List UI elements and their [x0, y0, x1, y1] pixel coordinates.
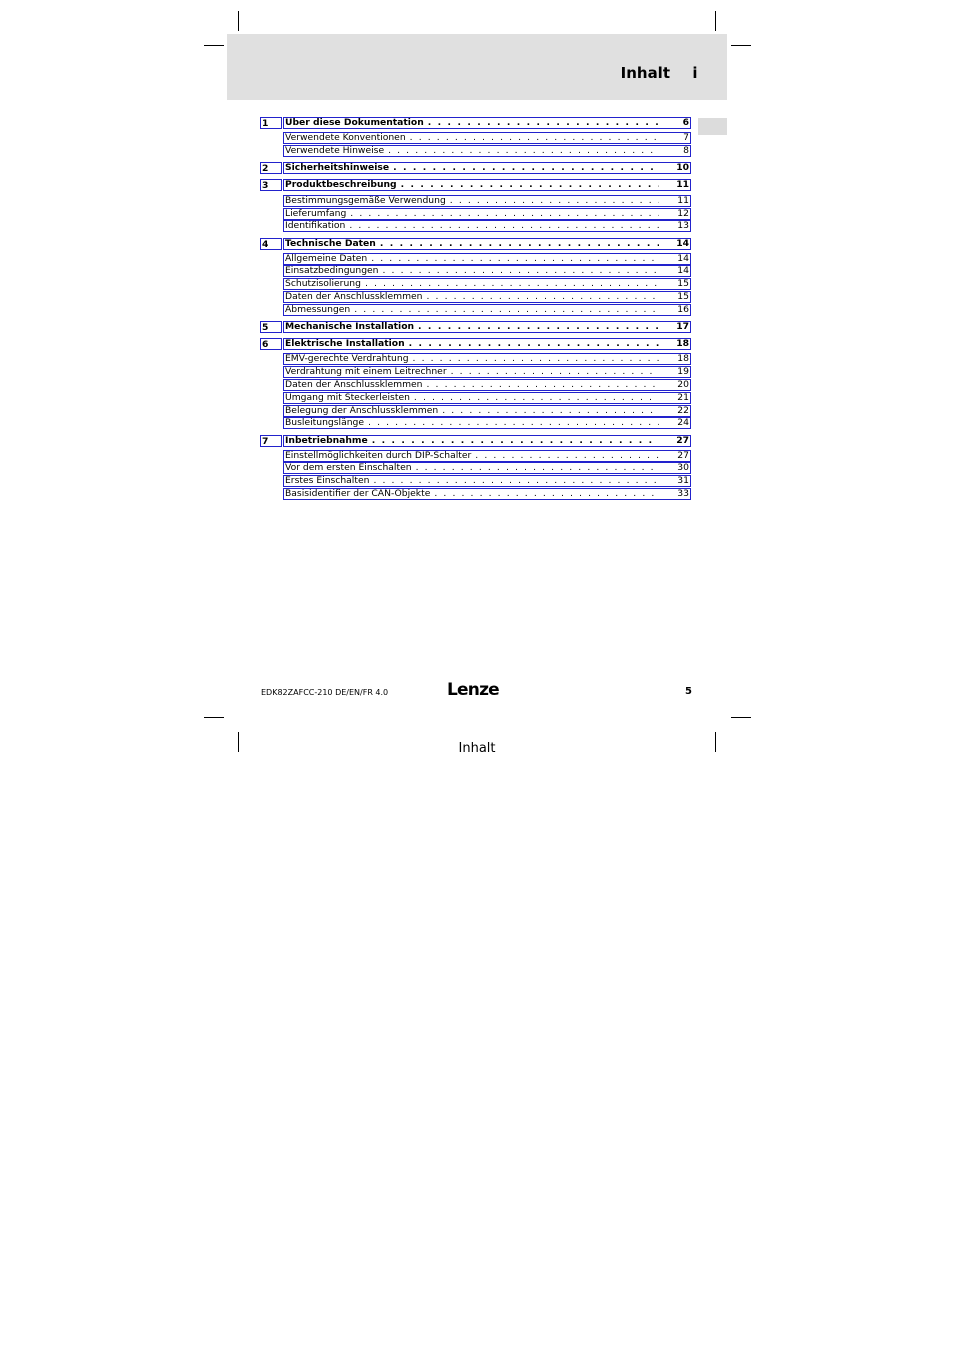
toc-entry-label: Verdrahtung mit einem Leitrechner	[285, 366, 447, 377]
toc-dot-leader	[401, 179, 659, 191]
toc-entry-link[interactable]	[283, 145, 691, 157]
toc-entry-link[interactable]	[283, 132, 691, 144]
toc-entry-link[interactable]	[283, 417, 691, 429]
toc-page-number: 19	[677, 366, 689, 377]
toc-page-number: 16	[677, 304, 689, 315]
toc-entry-link[interactable]	[283, 291, 691, 303]
toc-entry-link[interactable]	[283, 488, 691, 500]
crop-mark	[204, 717, 224, 718]
toc-entry-label: Inbetriebnahme	[285, 435, 368, 446]
document-code: EDK82ZAFCC-210 DE/EN/FR 4.0	[261, 688, 389, 697]
toc-entry-label: Identifikation	[285, 220, 346, 231]
toc-dot-leader	[418, 321, 659, 333]
toc-dot-leader	[368, 417, 659, 429]
toc-dot-leader	[373, 475, 659, 487]
toc-page-number: 24	[677, 417, 689, 428]
toc-dot-leader	[434, 488, 659, 500]
toc-entry-label: Busleitungslänge	[285, 417, 365, 428]
toc-dot-leader	[371, 253, 659, 265]
toc-dot-leader	[409, 338, 659, 350]
toc-entry-link[interactable]	[283, 195, 691, 207]
toc-page-number: 13	[677, 220, 689, 231]
toc-entry-label: Belegung der Anschlussklemmen	[285, 405, 439, 416]
toc-entry-label: Vor dem ersten Einschalten	[285, 462, 412, 473]
toc-entry-link[interactable]	[283, 405, 691, 417]
toc-page-number: 15	[677, 291, 689, 302]
toc-dot-leader	[350, 208, 659, 220]
toc-entry-link[interactable]	[283, 450, 691, 462]
toc-page-number: 17	[676, 321, 689, 332]
toc-entry-link[interactable]	[283, 253, 691, 265]
crop-mark	[715, 732, 716, 752]
toc-entry-link[interactable]	[283, 208, 691, 220]
toc-dot-leader	[413, 353, 659, 365]
crop-mark	[238, 732, 239, 752]
toc-entry-link[interactable]	[283, 475, 691, 487]
toc-dot-leader	[354, 304, 659, 316]
lenze-logo: Lenze	[447, 680, 499, 700]
toc-dot-leader	[365, 278, 659, 290]
toc-dot-leader	[410, 132, 659, 144]
toc-dot-leader	[372, 435, 659, 447]
toc-dot-leader	[428, 117, 659, 129]
toc-dot-leader	[450, 195, 659, 207]
toc-chapter-number[interactable]: 6	[260, 338, 282, 350]
toc-entry-link[interactable]	[283, 117, 691, 129]
toc-dot-leader	[427, 379, 659, 391]
toc-entry-link[interactable]	[283, 321, 691, 333]
toc-page-number: 15	[677, 278, 689, 289]
toc-page-number: 12	[677, 208, 689, 219]
toc-entry-label: Daten der Anschlussklemmen	[285, 379, 423, 390]
toc-chapter-number[interactable]: 3	[260, 179, 282, 191]
toc-chapter-number[interactable]: 2	[260, 162, 282, 174]
toc-entry-link[interactable]	[283, 278, 691, 290]
toc-entry-label: Elektrische Installation	[285, 338, 405, 349]
toc-entry-link[interactable]	[283, 304, 691, 316]
toc-page-number: 6	[682, 117, 689, 128]
toc-page-number: 7	[683, 132, 689, 143]
toc-dot-leader	[393, 162, 659, 174]
toc-page-number: 30	[677, 462, 689, 473]
toc-page-number: 21	[677, 392, 689, 403]
toc-page-number: 14	[677, 253, 689, 264]
toc-entry-label: EMV-gerechte Verdrahtung	[285, 353, 409, 364]
toc-entry-label: Verwendete Konventionen	[285, 132, 406, 143]
toc-entry-label: Lieferumfang	[285, 208, 347, 219]
toc-page-number: 27	[676, 435, 689, 446]
toc-dot-leader	[427, 291, 659, 303]
toc-entry-label: Abmessungen	[285, 304, 351, 315]
toc-entry-link[interactable]	[283, 353, 691, 365]
toc-page-number: 33	[677, 488, 689, 499]
toc-dot-leader	[380, 238, 659, 250]
toc-dot-leader	[414, 392, 659, 404]
toc-entry-label: Über diese Dokumentation	[285, 117, 424, 128]
toc-entry-link[interactable]	[283, 265, 691, 277]
toc-page-number: 20	[677, 379, 689, 390]
toc-entry-label: Schutzisolierung	[285, 278, 361, 289]
toc-entry-label: Mechanische Installation	[285, 321, 415, 332]
toc-chapter-number[interactable]: 5	[260, 321, 282, 333]
toc-entry-label: Produktbeschreibung	[285, 179, 397, 190]
toc-dot-leader	[383, 265, 660, 277]
toc-entry-link[interactable]	[283, 379, 691, 391]
info-icon: i	[692, 64, 698, 82]
toc-page-number: 22	[677, 405, 689, 416]
toc-page-number: 10	[676, 162, 689, 173]
page-number: 5	[685, 686, 692, 697]
table-of-contents	[0, 0, 954, 520]
toc-dot-leader	[451, 366, 659, 378]
toc-page-number: 18	[676, 338, 689, 349]
toc-entry-link[interactable]	[283, 179, 691, 191]
toc-entry-label: Technische Daten	[285, 238, 376, 249]
toc-dot-leader	[442, 405, 659, 417]
toc-page-number: 14	[677, 265, 689, 276]
caption: Inhalt	[458, 741, 496, 756]
crop-mark	[731, 717, 751, 718]
toc-entry-label: Daten der Anschlussklemmen	[285, 291, 423, 302]
toc-page-number: 27	[677, 450, 689, 461]
toc-dot-leader	[416, 462, 659, 474]
toc-entry-link[interactable]	[283, 392, 691, 404]
toc-dot-leader	[388, 145, 659, 157]
toc-page-number: 31	[677, 475, 689, 486]
toc-entry-label: Allgemeine Daten	[285, 253, 368, 264]
toc-chapter-number[interactable]: 1	[260, 117, 282, 129]
toc-entry-link[interactable]	[283, 220, 691, 232]
toc-entry-label: Einsatzbedingungen	[285, 265, 379, 276]
toc-page-number: 18	[677, 353, 689, 364]
toc-entry-label: Bestimmungsgemäße Verwendung	[285, 195, 446, 206]
toc-entry-label: Sicherheitshinweise	[285, 162, 390, 173]
toc-entry-label: Basisidentifier der CAN-Objekte	[285, 488, 431, 499]
toc-entry-link[interactable]	[283, 462, 691, 474]
toc-entry-label: Verwendete Hinweise	[285, 145, 385, 156]
toc-dot-leader	[349, 220, 659, 232]
toc-entry-link[interactable]	[283, 366, 691, 378]
toc-entry-label: Einstellmöglichkeiten durch DIP-Schalter	[285, 450, 472, 461]
toc-entry-link[interactable]	[283, 238, 691, 250]
toc-page-number: 8	[683, 145, 689, 156]
toc-chapter-number[interactable]: 4	[260, 238, 282, 250]
toc-entry-label: Erstes Einschalten	[285, 475, 370, 486]
toc-page-number: 11	[676, 179, 689, 190]
toc-entry-link[interactable]	[283, 338, 691, 350]
toc-entry-link[interactable]	[283, 162, 691, 174]
toc-chapter-number[interactable]: 7	[260, 435, 282, 447]
toc-page-number: 11	[677, 195, 689, 206]
toc-entry-link[interactable]	[283, 435, 691, 447]
toc-dot-leader	[475, 450, 659, 462]
toc-page-number: 14	[676, 238, 689, 249]
page-title: Inhalt	[620, 64, 670, 82]
toc-entry-label: Umgang mit Steckerleisten	[285, 392, 410, 403]
